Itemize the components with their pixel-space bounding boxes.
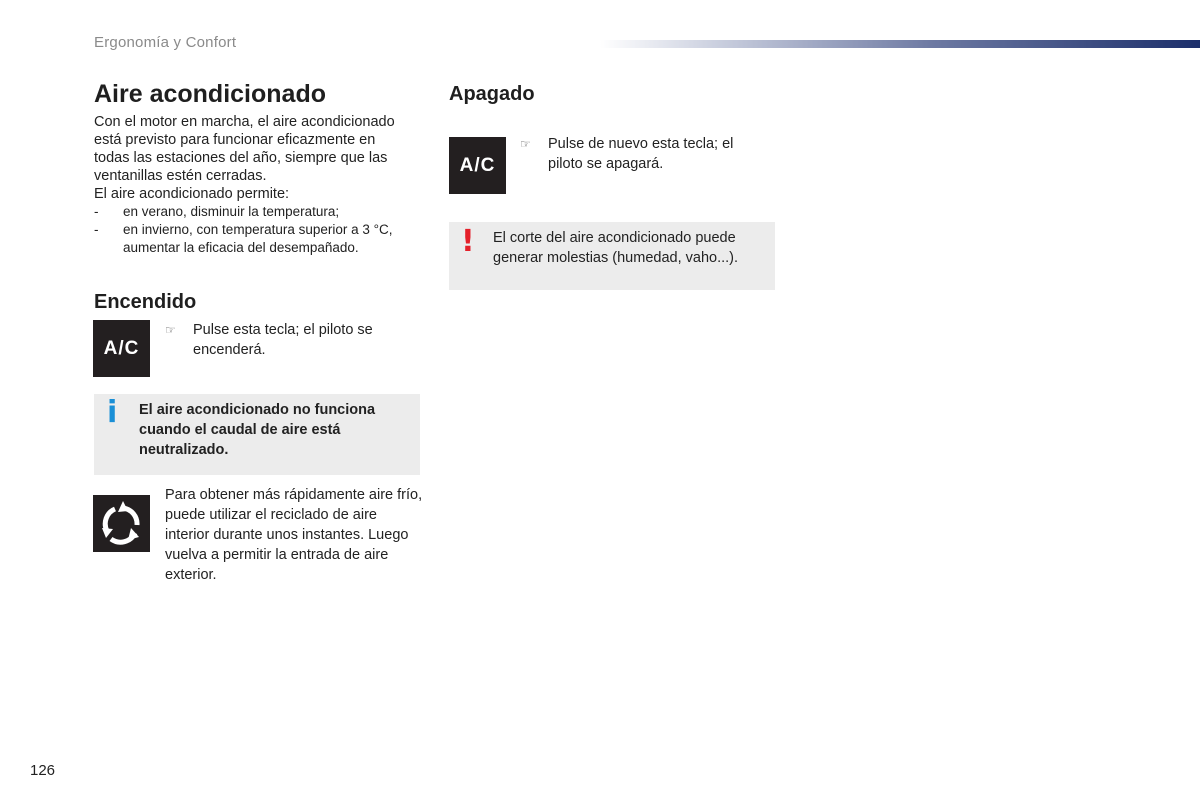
ac-key-on: A/C <box>93 320 150 377</box>
intro-line: está previsto para funcionar eficazmente en <box>94 132 376 148</box>
encendido-heading: Encendido <box>94 291 197 313</box>
ac-key-off: A/C <box>449 137 506 194</box>
warning-icon: ! <box>461 224 475 259</box>
recirculation-text: Para obtener más rápidamente aire frío, puede utilizar el reciclado de aire interior durante unos instantes. Luego vuelva a permitir la entrada de aire exterior. <box>165 487 423 583</box>
intro-line: ventanillas estén cerradas. <box>94 168 267 184</box>
warning-note <box>449 222 775 290</box>
page-title: Aire acondicionado <box>94 80 326 108</box>
allows-text: El aire acondicionado permite: <box>94 186 290 202</box>
intro-line: todas las estaciones del año, siempre que las <box>94 150 388 166</box>
section-header: Ergonomía y Confort <box>94 34 237 51</box>
intro-line: Con el motor en marcha, el aire acondicionado <box>94 114 395 130</box>
list-item: - en verano, disminuir la temperatura; <box>94 203 424 221</box>
page-number: 126 <box>30 762 56 779</box>
intro-block <box>94 113 424 257</box>
list-item: - en invierno, con temperatura superior a 3 °C, aumentar la eficacia del desempañado. <box>94 221 424 257</box>
warning-note-text: El corte del aire acondicionado puede generar molestias (humedad, vaho...). <box>493 230 739 266</box>
encendido-instruction: ☞ Pulse esta tecla; el piloto se encenderá. <box>165 322 373 358</box>
info-note <box>94 394 420 475</box>
feature-list <box>94 203 424 257</box>
pointing-hand-icon: ☞ <box>165 323 176 337</box>
info-note-text: El aire acondicionado no funciona cuando el caudal de aire está neutralizado. <box>139 402 376 458</box>
recirculation-key <box>93 495 150 552</box>
pointing-hand-icon: ☞ <box>520 137 531 151</box>
apagado-heading: Apagado <box>449 83 535 105</box>
recirculation-icon <box>93 495 150 552</box>
header-gradient-bar <box>600 40 1200 48</box>
apagado-instruction: ☞ Pulse de nuevo esta tecla; el piloto se apagará. <box>520 136 734 172</box>
info-icon: i <box>107 395 118 430</box>
